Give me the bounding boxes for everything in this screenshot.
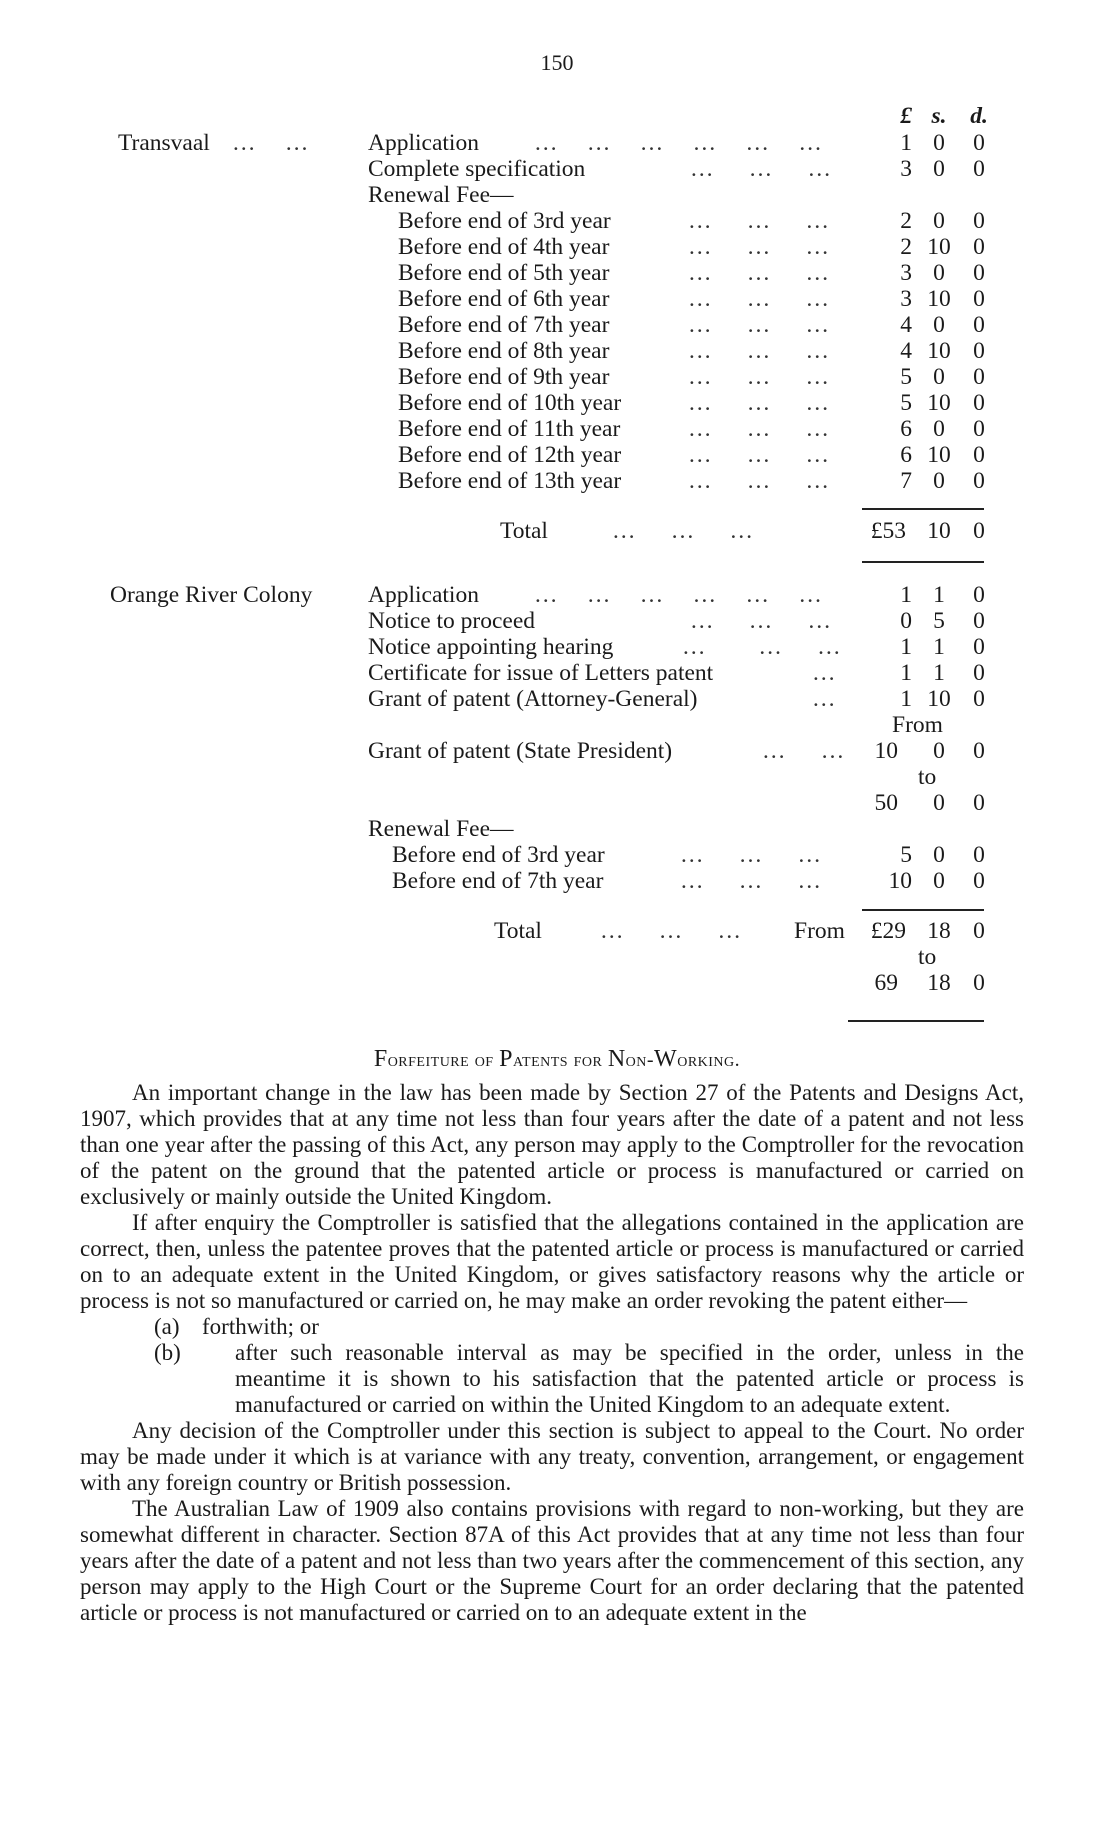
fee-row bbox=[0, 468, 1114, 494]
fee-pounds: 3 bbox=[900, 260, 912, 286]
transvaal-total-pence: 0 bbox=[973, 518, 985, 544]
fee-pence: 0 bbox=[973, 312, 985, 338]
state-president-max-pounds: 50 bbox=[874, 790, 898, 816]
from-word: From bbox=[892, 712, 943, 738]
fee-label: Before end of 8th year bbox=[398, 338, 610, 364]
fee-row bbox=[0, 234, 1114, 260]
transvaal-total-pounds: £53 bbox=[870, 518, 906, 544]
transvaal-bottom-rule bbox=[862, 561, 984, 563]
fee-pounds: 5 bbox=[900, 842, 912, 868]
state-president-max-row bbox=[0, 790, 1114, 816]
fee-pence: 0 bbox=[973, 234, 985, 260]
transvaal-total-rule bbox=[862, 508, 984, 510]
fee-pounds: 3 bbox=[900, 156, 912, 182]
fee-label: Before end of 3rd year bbox=[392, 842, 605, 868]
header-shillings: s. bbox=[931, 103, 947, 129]
fee-pounds: 5 bbox=[900, 364, 912, 390]
state-president-max-pence: 0 bbox=[973, 790, 985, 816]
leader-dots: … … … bbox=[688, 286, 829, 312]
orange-total-max-pounds: 69 bbox=[874, 970, 898, 996]
fee-pence: 0 bbox=[973, 582, 985, 608]
paragraph: If after enquiry the Comptroller is satisfied that the allegations contained in the application are correct, then, unless the patentee proves that the patented article or process is manufactured or carried on to an adequate extent in the United Kingdom, or gives satisfactory reasons why the article or process is not so manufactured or carried on, he may make an order revoking the patent either— bbox=[80, 1210, 1024, 1313]
leader-dots: … … bbox=[762, 738, 845, 764]
list-item-text: after such reasonable interval as may be specified in the order, unless in the meantime it is shown to his satisfaction that the patented article or process is manufactured or carried on within the United Kingdom to an adequate extent. bbox=[235, 1340, 1024, 1417]
fee-pounds: 1 bbox=[900, 582, 912, 608]
fee-pence: 0 bbox=[973, 364, 985, 390]
orange-total-max-pence: 0 bbox=[973, 970, 985, 996]
fee-shillings: 0 bbox=[933, 156, 945, 182]
leader-dots: … … … bbox=[688, 312, 829, 338]
fee-shillings: 0 bbox=[933, 842, 945, 868]
fee-pence: 0 bbox=[973, 468, 985, 494]
fee-shillings: 0 bbox=[933, 130, 945, 156]
fee-pounds: 3 bbox=[900, 286, 912, 312]
heading-part: P bbox=[499, 1046, 513, 1072]
fee-row bbox=[0, 260, 1114, 286]
fee-pounds: 7 bbox=[900, 468, 912, 494]
orange-total-prefix: From bbox=[794, 918, 845, 944]
leader-dots: … … … bbox=[688, 208, 829, 234]
fee-pounds: 6 bbox=[900, 416, 912, 442]
orange-total-max-row bbox=[0, 970, 1114, 996]
fee-row bbox=[0, 286, 1114, 312]
transvaal-country-label: Transvaal bbox=[118, 130, 210, 156]
fee-row bbox=[0, 130, 1114, 156]
fee-shillings: 0 bbox=[933, 868, 945, 894]
leader-dots: … … … bbox=[688, 338, 829, 364]
leader-dots: … … … bbox=[688, 364, 829, 390]
leader-dots: … bbox=[812, 660, 836, 686]
fee-label: Before end of 7th year bbox=[392, 868, 604, 894]
state-president-pence: 0 bbox=[973, 738, 985, 764]
fee-label: Notice appointing hearing bbox=[368, 634, 614, 660]
fee-pounds: 1 bbox=[900, 130, 912, 156]
fee-label: Before end of 3rd year bbox=[398, 208, 611, 234]
fee-label: Before end of 4th year bbox=[398, 234, 610, 260]
orange-renewal-header-row bbox=[0, 816, 1114, 842]
transvaal-total-label: Total bbox=[500, 518, 548, 544]
orange-total-to-word: to bbox=[918, 944, 937, 970]
leader-dots: … … … … … … bbox=[534, 582, 822, 608]
fee-pence: 0 bbox=[973, 260, 985, 286]
leader-dots: … … … bbox=[688, 416, 829, 442]
fee-pounds: 1 bbox=[900, 660, 912, 686]
section-body bbox=[80, 1080, 1024, 1626]
heading-part: orfeiture of bbox=[387, 1049, 500, 1071]
page-number: 150 bbox=[540, 50, 574, 75]
to-word: to bbox=[918, 764, 937, 790]
paragraph: The Australian Law of 1909 also contains provisions with regard to non-working, but they are somewhat different in character. Section 87A of this Act provides that at any time not less than four years after the date of a patent and not less than two years after the commencement of this section, any person may apply to the High Court or the Supreme Court for an order declaring that the patented article or process is not manufactured or carried on to an adequate extent in the bbox=[80, 1496, 1024, 1625]
heading-part: F bbox=[373, 1046, 388, 1072]
heading-part: W bbox=[654, 1046, 678, 1072]
orange-total-pounds: £29 bbox=[870, 918, 906, 944]
list-marker: (b) bbox=[154, 1340, 181, 1365]
fee-pence: 0 bbox=[973, 660, 985, 686]
fee-label: Grant of patent (Attorney-General) bbox=[368, 686, 698, 712]
orange-bottom-rule bbox=[848, 1020, 984, 1022]
fee-row bbox=[0, 390, 1114, 416]
fee-shillings: 10 bbox=[927, 286, 951, 312]
leader-dots: … … … bbox=[612, 518, 753, 544]
fee-shillings: 0 bbox=[933, 208, 945, 234]
leader-dots: … … bbox=[232, 130, 309, 156]
fee-pounds: 2 bbox=[900, 208, 912, 234]
leader-dots: … … … bbox=[690, 156, 831, 182]
fee-row bbox=[0, 208, 1114, 234]
fee-pence: 0 bbox=[973, 416, 985, 442]
fee-shillings: 0 bbox=[933, 416, 945, 442]
from-row bbox=[0, 712, 1114, 738]
header-pence: d. bbox=[970, 103, 988, 129]
fee-pounds: 4 bbox=[900, 338, 912, 364]
fee-pence: 0 bbox=[973, 156, 985, 182]
leader-dots: … … … bbox=[688, 468, 829, 494]
header-pounds: £ bbox=[900, 103, 912, 129]
orange-total-max-shillings: 18 bbox=[927, 970, 951, 996]
fee-shillings: 5 bbox=[933, 608, 945, 634]
fee-shillings: 10 bbox=[927, 686, 951, 712]
fee-shillings: 0 bbox=[933, 312, 945, 338]
fee-row bbox=[0, 364, 1114, 390]
fee-label: Notice to proceed bbox=[368, 608, 536, 634]
fee-pence: 0 bbox=[973, 338, 985, 364]
fee-label: Renewal Fee— bbox=[368, 182, 514, 208]
heading-part: N bbox=[607, 1046, 626, 1072]
fee-label: Before end of 7th year bbox=[398, 312, 610, 338]
fee-label: Before end of 10th year bbox=[398, 390, 622, 416]
list-marker: (a) bbox=[154, 1314, 180, 1339]
fee-pounds: 1 bbox=[900, 634, 912, 660]
to-row bbox=[0, 764, 1114, 790]
orange-total-pence: 0 bbox=[973, 918, 985, 944]
fee-row bbox=[0, 582, 1114, 608]
orange-total-rule bbox=[862, 909, 984, 911]
fee-pounds: 2 bbox=[900, 234, 912, 260]
leader-dots: … bbox=[812, 686, 836, 712]
fee-label: Certificate for issue of Letters patent bbox=[368, 660, 714, 686]
fee-pounds: 6 bbox=[900, 442, 912, 468]
fee-shillings: 10 bbox=[927, 390, 951, 416]
orange-total-label: Total bbox=[494, 918, 542, 944]
fee-label: Before end of 5th year bbox=[398, 260, 610, 286]
fee-pence: 0 bbox=[973, 442, 985, 468]
fee-pence: 0 bbox=[973, 868, 985, 894]
orange-renewal-label: Renewal Fee— bbox=[368, 816, 514, 842]
fee-pounds: 5 bbox=[900, 390, 912, 416]
fee-row bbox=[0, 312, 1114, 338]
fee-pence: 0 bbox=[973, 634, 985, 660]
fee-label: Before end of 13th year bbox=[398, 468, 622, 494]
fee-pence: 0 bbox=[973, 842, 985, 868]
state-president-label: Grant of patent (State President) bbox=[368, 738, 673, 764]
list-item-b bbox=[80, 1340, 1024, 1418]
fee-shillings: 10 bbox=[927, 442, 951, 468]
leader-dots: … … … bbox=[690, 608, 831, 634]
leader-dots: … … … bbox=[682, 634, 841, 660]
fee-row bbox=[0, 156, 1114, 182]
orange-river-country-label: Orange River Colony bbox=[110, 582, 313, 608]
state-president-max-shillings: 0 bbox=[933, 790, 945, 816]
fee-shillings: 1 bbox=[933, 582, 945, 608]
fee-pence: 0 bbox=[973, 686, 985, 712]
fee-row bbox=[0, 660, 1114, 686]
fee-pence: 0 bbox=[973, 286, 985, 312]
fee-row bbox=[0, 442, 1114, 468]
fee-pence: 0 bbox=[973, 208, 985, 234]
fee-pence: 0 bbox=[973, 608, 985, 634]
fee-label: Before end of 6th year bbox=[398, 286, 610, 312]
fee-pounds: 1 bbox=[900, 686, 912, 712]
section-heading bbox=[0, 1046, 1114, 1073]
leader-dots: … … … bbox=[688, 260, 829, 286]
state-president-pounds: 10 bbox=[874, 738, 898, 764]
fee-label: Before end of 12th year bbox=[398, 442, 622, 468]
fee-shillings: 1 bbox=[933, 634, 945, 660]
list-item-a bbox=[80, 1314, 1024, 1340]
orange-total-to-row bbox=[0, 944, 1114, 970]
leader-dots: … … … bbox=[600, 918, 741, 944]
orange-total-row bbox=[0, 918, 1114, 944]
fee-shillings: 10 bbox=[927, 338, 951, 364]
leader-dots: … … … bbox=[688, 442, 829, 468]
fee-shillings: 0 bbox=[933, 364, 945, 390]
fee-label: Complete specification bbox=[368, 156, 586, 182]
leader-dots: … … … bbox=[688, 234, 829, 260]
fee-row bbox=[0, 868, 1114, 894]
state-president-shillings: 0 bbox=[933, 738, 945, 764]
paragraph: An important change in the law has been made by Section 27 of the Patents and Designs Act, 1907, which provides that at any time not less than four years after the date of a patent and not less than one year after the passing of this Act, any person may apply to the Comptroller for the revocation of the patent on the ground that the patented article or process is manufactured or carried on exclusively or mainly outside the United Kingdom. bbox=[80, 1080, 1024, 1209]
fee-shillings: 0 bbox=[933, 260, 945, 286]
fee-row bbox=[0, 338, 1114, 364]
fee-row bbox=[0, 608, 1114, 634]
fee-row bbox=[0, 842, 1114, 868]
transvaal-total-row bbox=[0, 518, 1114, 544]
paragraph: Any decision of the Comptroller under this section is subject to appeal to the Court. No order may be made under it which is at variance with any treaty, convention, arrangement, or engagement with any foreign country or British possession. bbox=[80, 1418, 1024, 1495]
fee-pounds: 0 bbox=[900, 608, 912, 634]
heading-part: orking. bbox=[677, 1049, 741, 1071]
fee-shillings: 1 bbox=[933, 660, 945, 686]
leader-dots: … … … bbox=[680, 868, 821, 894]
fee-pounds: 10 bbox=[888, 868, 912, 894]
fee-shillings: 10 bbox=[927, 234, 951, 260]
fee-label: Before end of 11th year bbox=[398, 416, 621, 442]
leader-dots: … … … bbox=[688, 390, 829, 416]
fee-pence: 0 bbox=[973, 390, 985, 416]
currency-header-row bbox=[0, 103, 1114, 129]
fee-label: Application bbox=[368, 130, 479, 156]
fee-label: Before end of 9th year bbox=[398, 364, 610, 390]
fee-row bbox=[0, 634, 1114, 660]
fee-shillings: 0 bbox=[933, 468, 945, 494]
leader-dots: … … … … … … bbox=[534, 130, 822, 156]
fee-row bbox=[0, 416, 1114, 442]
list-item-text: forthwith; or bbox=[202, 1314, 319, 1339]
leader-dots: … … … bbox=[680, 842, 821, 868]
orange-total-shillings: 18 bbox=[927, 918, 951, 944]
fee-pounds: 4 bbox=[900, 312, 912, 338]
heading-part: atents for bbox=[512, 1049, 608, 1071]
transvaal-total-shillings: 10 bbox=[927, 518, 951, 544]
fee-row bbox=[0, 686, 1114, 712]
fee-label: Application bbox=[368, 582, 479, 608]
heading-part: on- bbox=[625, 1049, 655, 1071]
state-president-row bbox=[0, 738, 1114, 764]
fee-pence: 0 bbox=[973, 130, 985, 156]
fee-row bbox=[0, 182, 1114, 208]
